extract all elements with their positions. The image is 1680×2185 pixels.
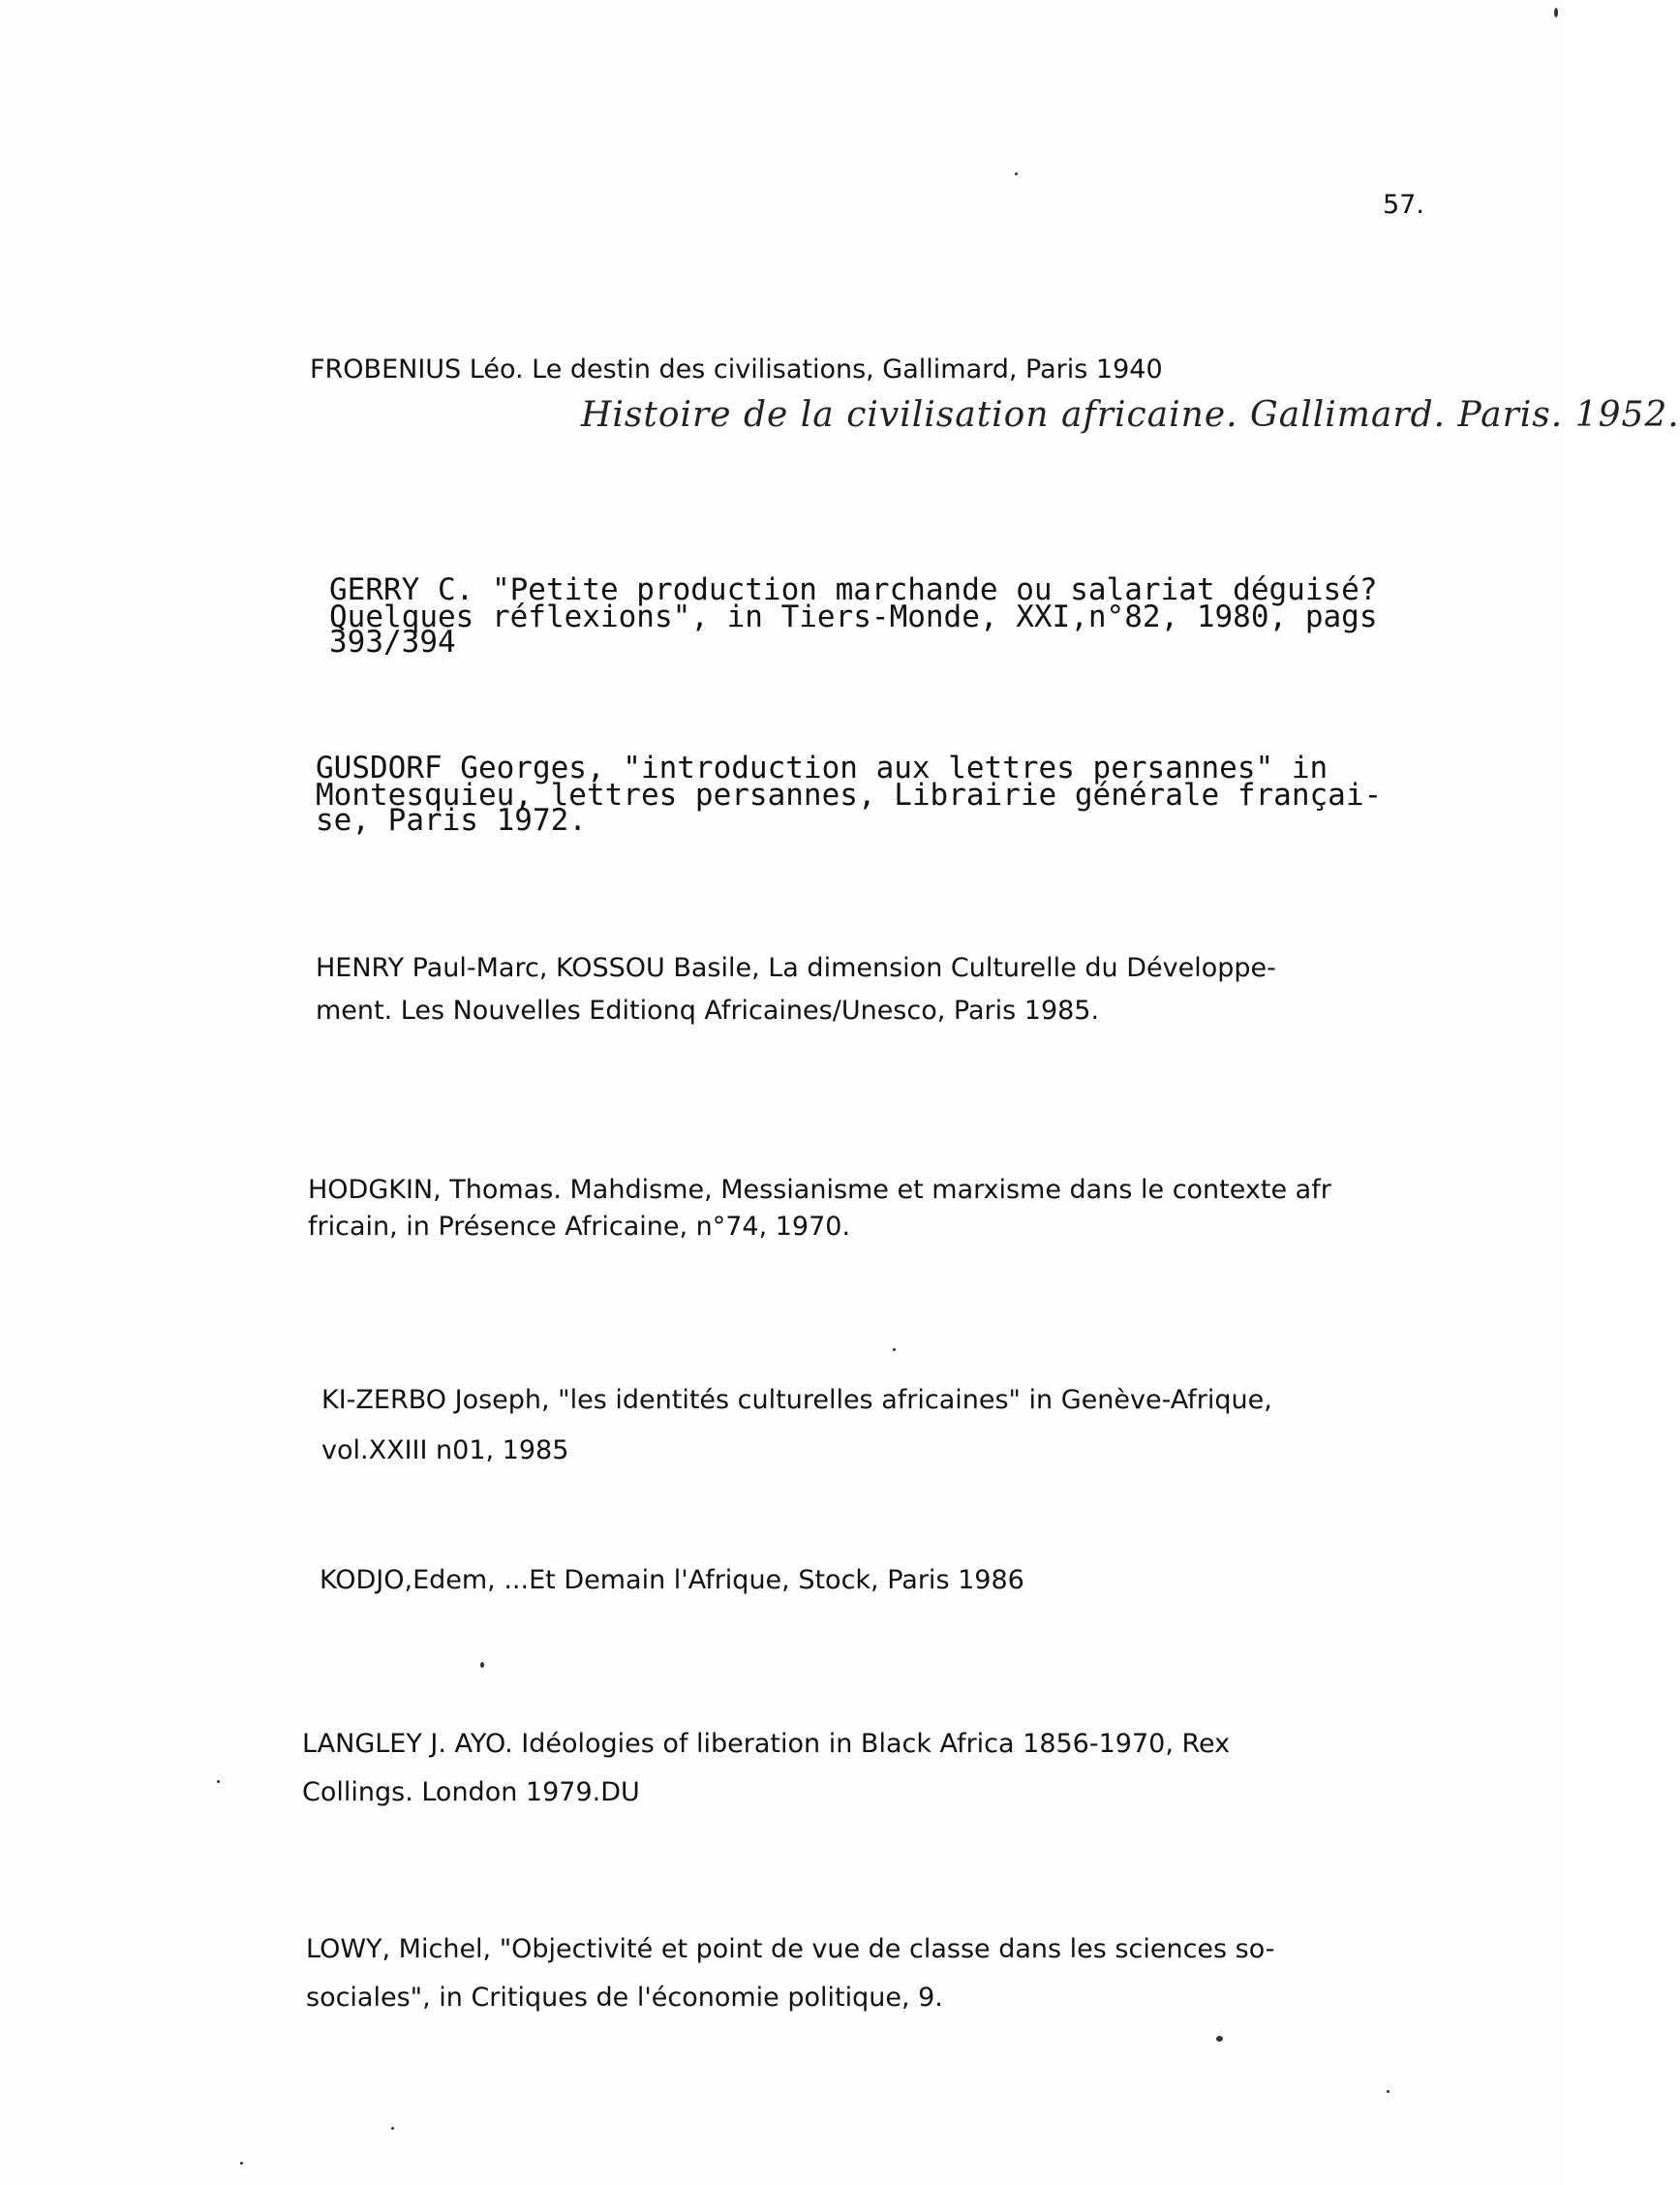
entry-line: Montesquieu, lettres persannes, Librairie générale françai- [316, 778, 1383, 813]
entry-line: LOWY, Michel, "Objectivité et point de vue de classe dans les sciences so- [306, 1934, 1275, 1964]
entry-line: sociales", in Critiques de l'économie politique, 9. [306, 1983, 943, 2013]
entry-line: HODGKIN, Thomas. Mahdisme, Messianisme et marxisme dans le contexte afr [308, 1175, 1331, 1205]
scan-speck [1015, 172, 1018, 175]
entry-line: vol.XXIII n01, 1985 [321, 1435, 569, 1465]
scan-speck [1554, 8, 1558, 17]
handwritten-note: Histoire de la civilisation africaine. Gallimard. Paris. 1952. [581, 395, 1680, 435]
entry-line: GUSDORF Georges, "introduction aux lettres persannes" in [316, 751, 1329, 785]
entry-line: LANGLEY J. AYO. Idéologies of liberation in Black Africa 1856-1970, Rex [302, 1729, 1231, 1759]
entry-line: HENRY Paul-Marc, KOSSOU Basile, La dimension Culturelle du Développe- [316, 953, 1276, 983]
entry-line: Quelques réflexions", in Tiers-Monde, XXI,n°82, 1980, pags [329, 600, 1378, 634]
bibliography-entry-kodjo [320, 1561, 1024, 1600]
bibliography-entry-gusdorf [316, 752, 1382, 837]
entry-line: Collings. London 1979.DU [302, 1777, 640, 1807]
scan-speck [240, 2162, 243, 2165]
bibliography-entry-lowy [306, 1925, 1275, 2022]
scan-speck [391, 2127, 394, 2130]
scan-speck [893, 1348, 896, 1351]
scan-speck [217, 1780, 220, 1783]
page-number: 57. [1383, 190, 1424, 220]
entry-line: 393/394 [329, 625, 456, 660]
scan-speck [480, 1662, 484, 1668]
entry-line: ment. Les Nouvelles Editionq Africaines/Unesco, Paris 1985. [316, 996, 1100, 1026]
bibliography-entry-henry [316, 947, 1276, 1032]
bibliography-entry-hodgkin [308, 1172, 1331, 1246]
bibliography-entry-ki-zerbo [321, 1375, 1272, 1476]
entry-line: KI-ZERBO Joseph, "les identités culturelles africaines" in Genève-Afrique, [321, 1385, 1272, 1415]
bibliography-entry-gerry [329, 573, 1378, 659]
entry-line: KODJO,Edem, ...Et Demain l'Afrique, Stock, Paris 1986 [320, 1565, 1024, 1595]
scan-speck [1387, 2090, 1390, 2093]
entry-line: FROBENIUS Léo. Le destin des civilisations, Gallimard, Paris 1940 [310, 354, 1163, 385]
entry-line: se, Paris 1972. [316, 803, 587, 838]
scan-speck [1216, 2036, 1223, 2042]
bibliography-entry-langley [302, 1720, 1230, 1817]
entry-line: GERRY C. "Petite production marchande ou salariat déguisé? [329, 572, 1378, 607]
entry-line: fricain, in Présence Africaine, n°74, 1970. [308, 1212, 851, 1242]
bibliography-entry-frobenius [310, 351, 1163, 389]
